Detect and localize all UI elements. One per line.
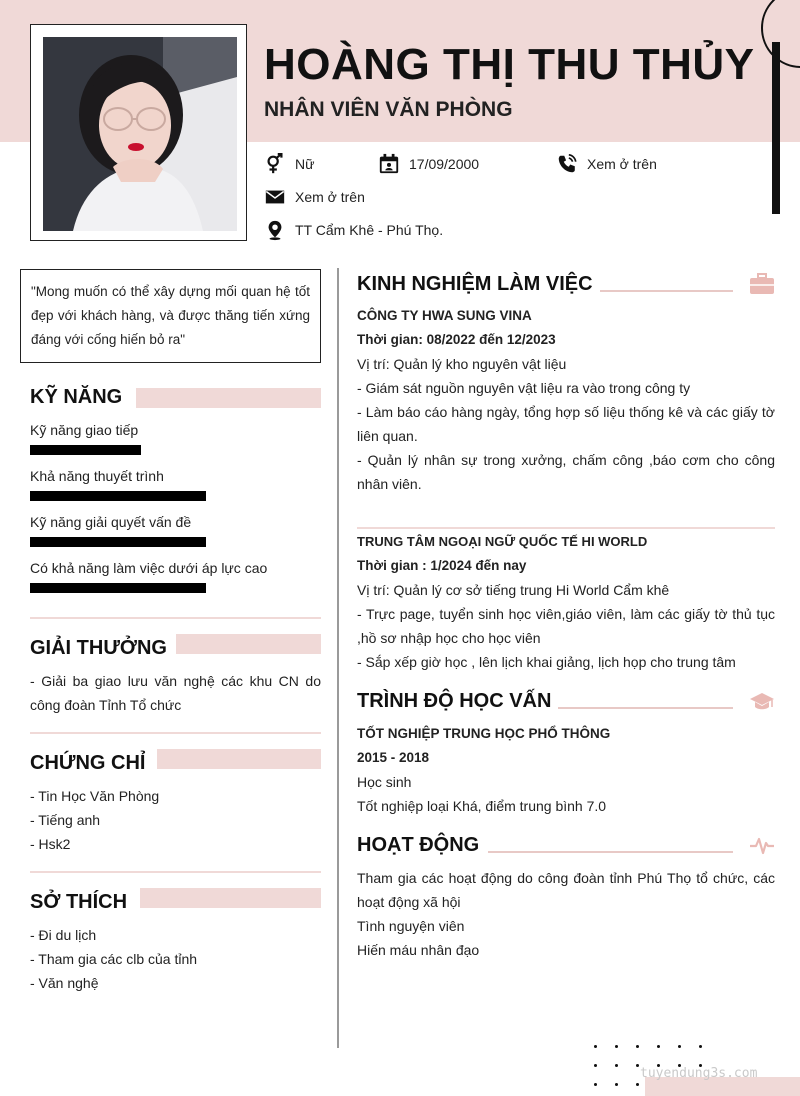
certificate-item: - Tin Học Văn Phòng bbox=[30, 788, 160, 804]
skill-bar bbox=[30, 583, 206, 593]
education-entry bbox=[357, 722, 775, 818]
hobbies-title-bar bbox=[140, 888, 321, 908]
decor-dot bbox=[699, 1045, 702, 1048]
email-value: Xem ở trên bbox=[295, 189, 365, 205]
activity-line: Hiến máu nhân đạo bbox=[357, 942, 480, 958]
skills-title: KỸ NĂNG bbox=[30, 386, 123, 408]
phone-value: Xem ở trên bbox=[587, 156, 657, 172]
job-line: Vị trí: Quản lý cơ sở tiếng trung Hi World Cẩm khê bbox=[357, 582, 670, 598]
profile-photo-frame bbox=[30, 24, 247, 241]
skill-label: Kỹ năng giao tiếp bbox=[30, 422, 139, 438]
info-address bbox=[264, 219, 443, 241]
decor-dot bbox=[615, 1083, 618, 1086]
education-title-line bbox=[558, 707, 733, 709]
job-entry bbox=[357, 530, 775, 674]
decor-dot bbox=[636, 1083, 639, 1086]
awards-title-bar bbox=[176, 634, 321, 654]
info-phone bbox=[556, 153, 657, 175]
skill-bar-fill bbox=[30, 491, 206, 501]
education-years: 2015 - 2018 bbox=[357, 750, 430, 765]
job-line: - Sắp xếp giờ học , lên lịch khai giảng, lịch họp cho trung tâm bbox=[357, 654, 736, 670]
pulse-icon bbox=[749, 835, 775, 857]
job-title: NHÂN VIÊN VĂN PHÒNG bbox=[264, 98, 513, 121]
activities-title: HOẠT ĐỘNG bbox=[357, 834, 480, 856]
education-line: Học sinh bbox=[357, 774, 412, 790]
decor-dot bbox=[636, 1045, 639, 1048]
objective-quote: "Mong muốn có thể xây dựng mối quan hệ tốt đẹp với khách hàng, và được thăng tiến xứng đáng với cống hiến bỏ ra" bbox=[20, 269, 321, 363]
decor-dot bbox=[615, 1045, 618, 1048]
education-line: Tốt nghiệp loại Khá, điểm trung bình 7.0 bbox=[357, 798, 607, 814]
job-time: Thời gian : 1/2024 đến nay bbox=[357, 558, 527, 573]
skill-label: Có khả năng làm việc dưới áp lực cao bbox=[30, 560, 268, 576]
header-vertical-bar bbox=[772, 42, 780, 214]
decor-dot bbox=[594, 1045, 597, 1048]
job-line: Vị trí: Quản lý kho nguyên vật liệu bbox=[357, 356, 567, 372]
skill-bar-fill bbox=[30, 537, 206, 547]
hobbies-title: SỞ THÍCH bbox=[30, 891, 128, 913]
hobbies-list bbox=[30, 923, 321, 995]
decor-dot bbox=[678, 1045, 681, 1048]
skill-bar bbox=[30, 491, 206, 501]
info-birthday bbox=[378, 153, 479, 175]
job-line: - Trực page, tuyển sinh học viên,giáo viên, làm các giấy tờ thủ tục ,hồ sơ nhập học cho học viên bbox=[357, 606, 775, 646]
skill-bar bbox=[30, 445, 206, 455]
calendar-icon bbox=[378, 153, 400, 175]
graduation-cap-icon bbox=[749, 690, 775, 712]
skills-title-bar bbox=[136, 388, 321, 408]
activities-list bbox=[357, 866, 775, 962]
job-company: CÔNG TY HWA SUNG VINA bbox=[357, 308, 532, 323]
job-divider bbox=[357, 527, 775, 529]
portrait-image bbox=[43, 37, 237, 231]
column-divider bbox=[337, 268, 339, 1048]
address-value: TT Cẩm Khê - Phú Thọ. bbox=[295, 222, 444, 238]
certificates-list bbox=[30, 784, 321, 856]
awards-title: GIẢI THƯỞNG bbox=[30, 637, 167, 659]
skill-bar-fill bbox=[30, 445, 141, 455]
gender-icon bbox=[264, 153, 286, 175]
certificate-item: - Tiếng anh bbox=[30, 812, 101, 828]
section-divider bbox=[30, 617, 321, 619]
decor-dot bbox=[615, 1064, 618, 1067]
info-gender bbox=[264, 153, 314, 175]
location-icon bbox=[264, 219, 286, 241]
education-school: TỐT NGHIỆP TRUNG HỌC PHỔ THÔNG bbox=[357, 726, 611, 741]
skill-bar-fill bbox=[30, 583, 206, 593]
hobby-item: - Tham gia các clb của tỉnh bbox=[30, 951, 198, 967]
skill-label: Kỹ năng giải quyết vấn đề bbox=[30, 514, 192, 530]
experience-title: KINH NGHIỆM LÀM VIỆC bbox=[357, 273, 593, 295]
activity-line: Tham gia các hoạt động do công đoàn tỉnh Phú Thọ tổ chức, các hoạt động xã hội bbox=[357, 870, 775, 910]
profile-photo bbox=[43, 37, 237, 231]
education-title: TRÌNH ĐỘ HỌC VẤN bbox=[357, 690, 552, 712]
skill-label: Khả năng thuyết trình bbox=[30, 468, 164, 484]
section-divider bbox=[30, 871, 321, 873]
job-line: - Quản lý nhân sự trong xưởng, chấm công ,báo cơm cho công nhân viên. bbox=[357, 452, 775, 492]
skill-bar bbox=[30, 537, 206, 547]
job-entry bbox=[357, 304, 775, 496]
certificates-title: CHỨNG CHỈ bbox=[30, 752, 146, 774]
decor-dot bbox=[636, 1064, 639, 1067]
watermark: tuyendung3s.com bbox=[640, 1066, 758, 1081]
section-divider bbox=[30, 732, 321, 734]
certificate-item: - Hsk2 bbox=[30, 836, 71, 852]
job-line: - Giám sát nguồn nguyên vật liệu ra vào trong công ty bbox=[357, 380, 691, 396]
job-time: Thời gian: 08/2022 đến 12/2023 bbox=[357, 332, 556, 347]
phone-icon bbox=[556, 153, 578, 175]
certificates-title-bar bbox=[157, 749, 321, 769]
decor-dot bbox=[594, 1083, 597, 1086]
candidate-name: HOÀNG THỊ THU THỦY bbox=[264, 40, 755, 89]
awards-text: - Giải ba giao lưu văn nghệ các khu CN do công đoàn Tỉnh Tổ chức bbox=[30, 673, 321, 713]
decor-dot bbox=[657, 1045, 660, 1048]
info-email bbox=[264, 186, 365, 208]
activity-line: Tình nguyện viên bbox=[357, 918, 465, 934]
experience-title-line bbox=[600, 290, 733, 292]
mail-icon bbox=[264, 186, 286, 208]
decor-dot bbox=[594, 1064, 597, 1067]
hobby-item: - Văn nghệ bbox=[30, 975, 99, 991]
activities-title-line bbox=[488, 851, 733, 853]
job-company: TRUNG TÂM NGOẠI NGỮ QUỐC TẾ HI WORLD bbox=[357, 534, 648, 549]
briefcase-icon bbox=[749, 273, 775, 295]
hobby-item: - Đi du lịch bbox=[30, 927, 97, 943]
birthday-value: 17/09/2000 bbox=[409, 156, 480, 172]
job-line: - Làm báo cáo hàng ngày, tổng hợp số liệu thống kê và các giấy tờ liên quan. bbox=[357, 404, 775, 444]
gender-value: Nữ bbox=[295, 156, 315, 172]
